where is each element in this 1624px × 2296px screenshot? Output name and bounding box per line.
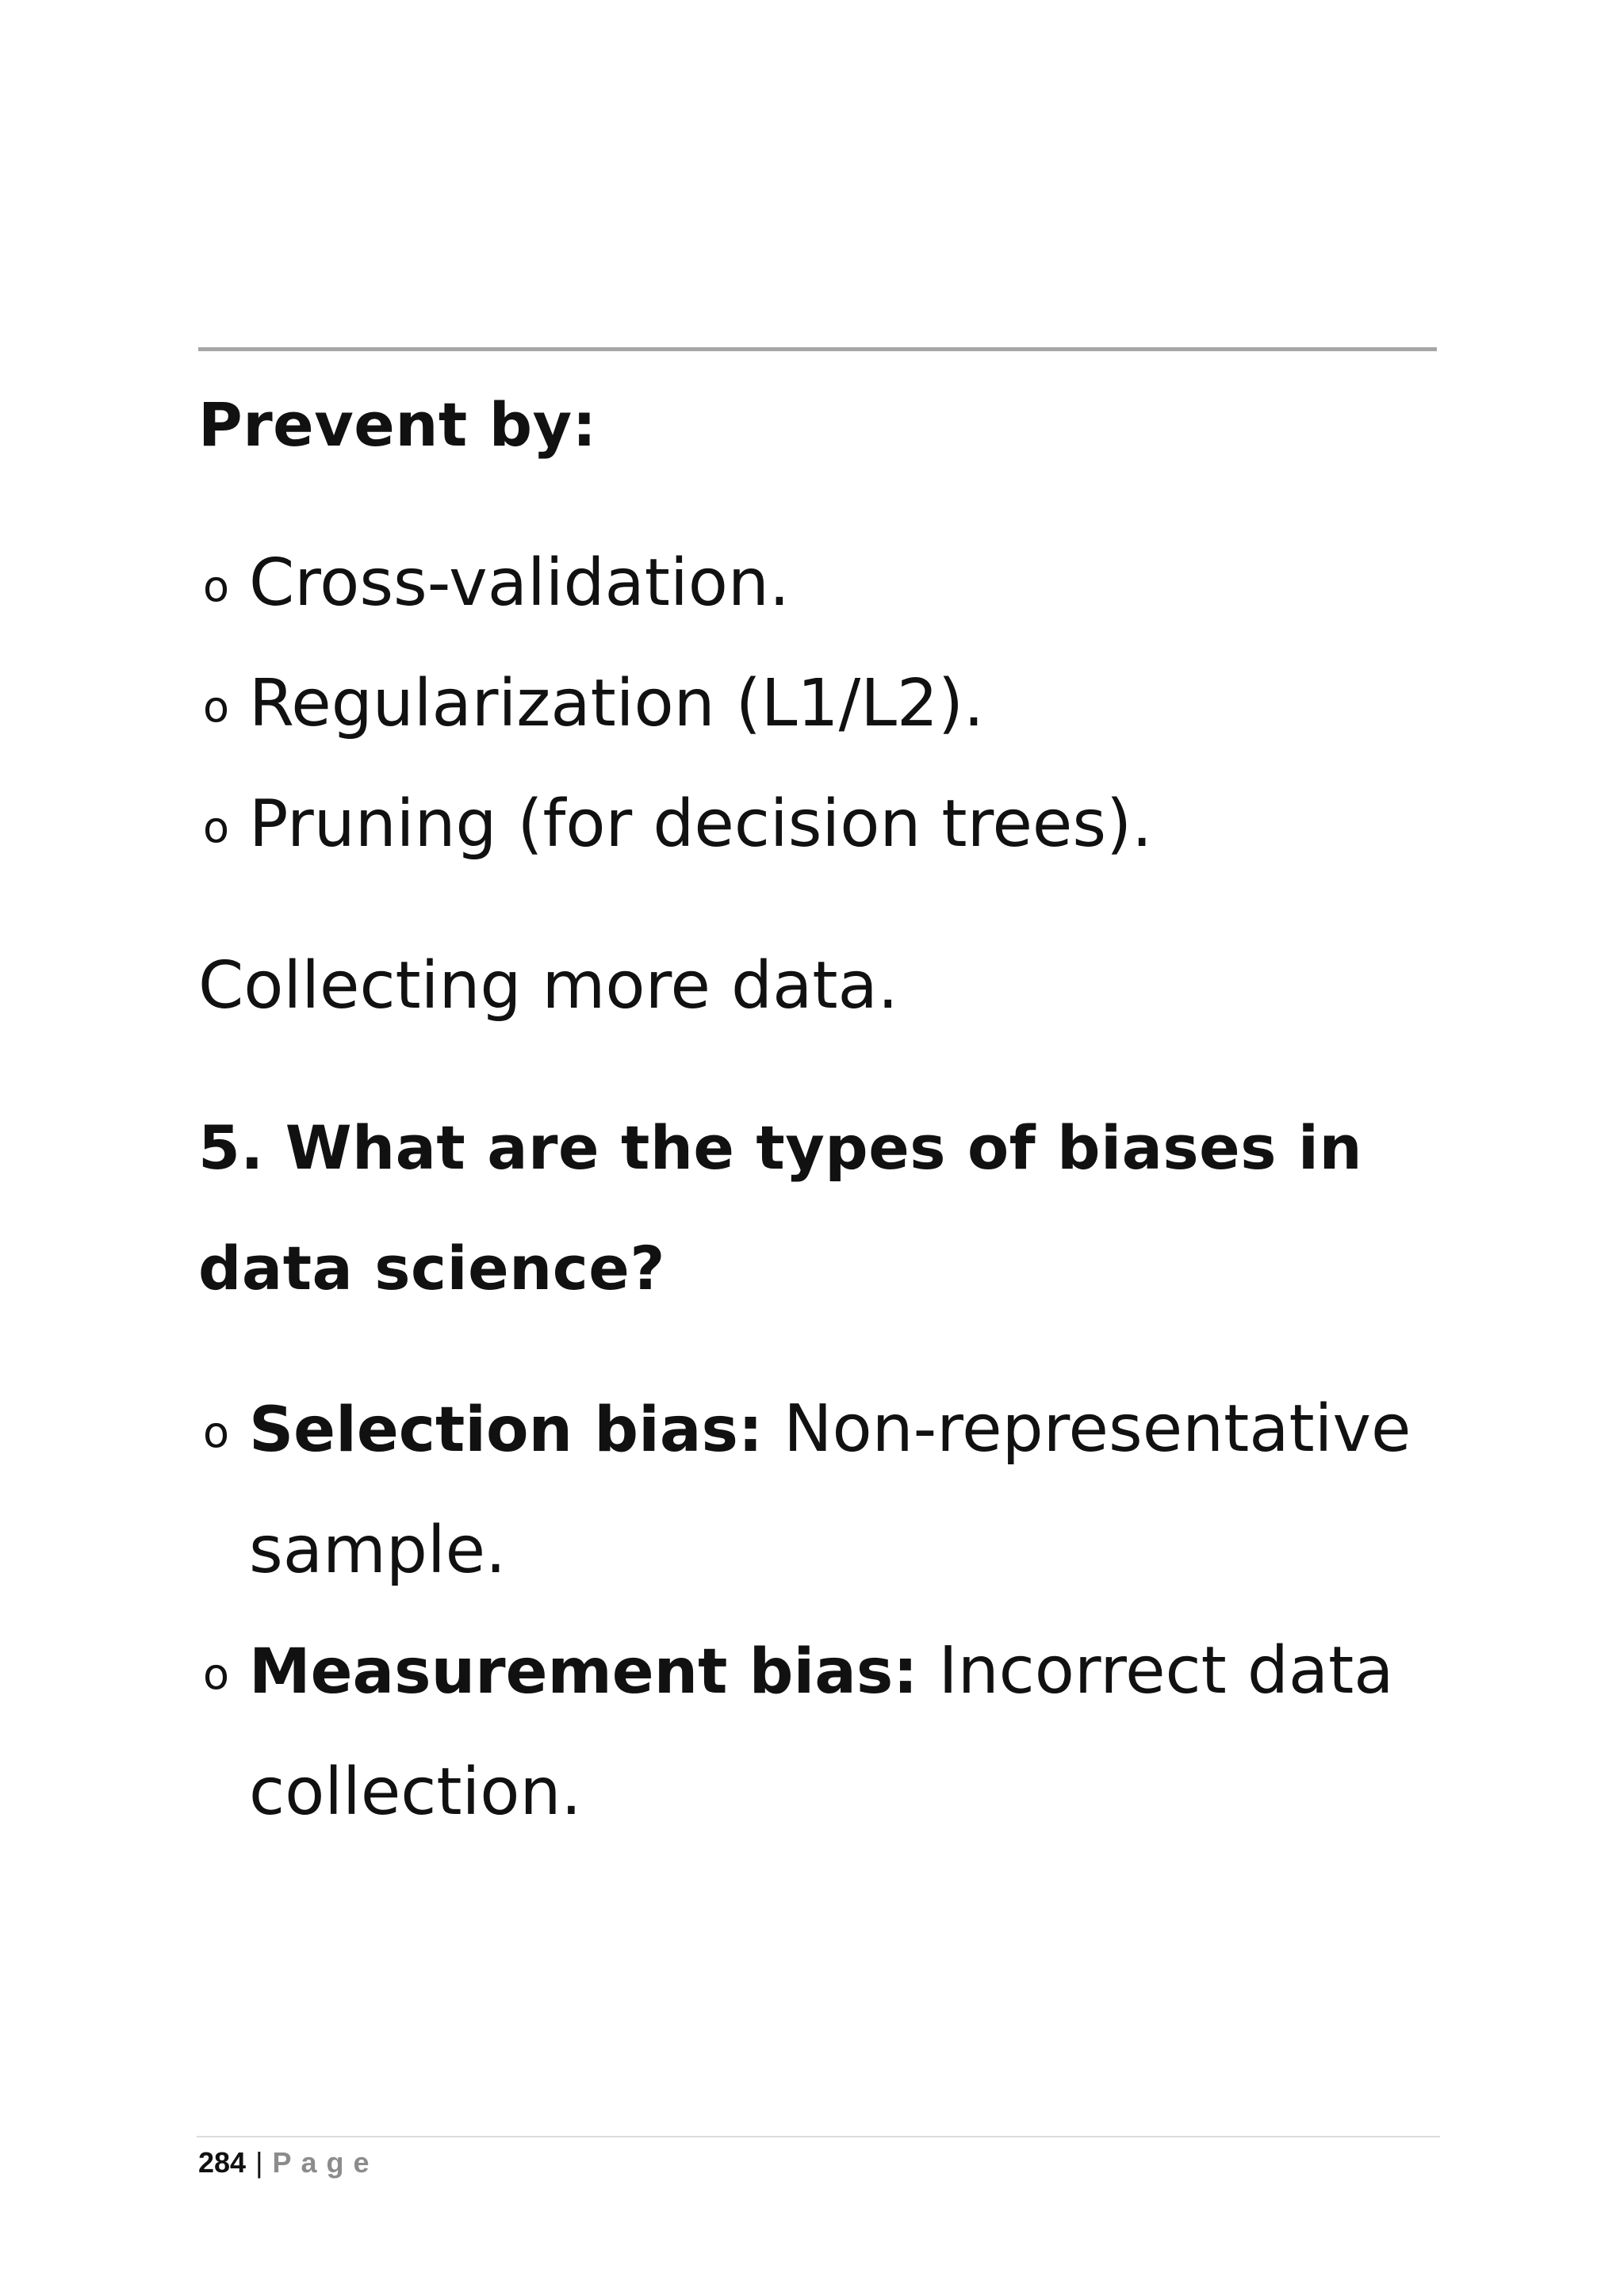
prevent-list bbox=[198, 523, 1437, 885]
list-item-text: Regularization (L1/L2). bbox=[249, 666, 985, 741]
question-heading: 5. What are the types of biases in data science? bbox=[198, 1112, 1363, 1303]
bullet-icon: o bbox=[203, 1649, 230, 1699]
list-item bbox=[198, 1611, 1437, 1853]
page-footer bbox=[198, 2145, 378, 2180]
list-item bbox=[198, 644, 1437, 764]
footer-separator: | bbox=[255, 2146, 263, 2179]
bias-description: Incorrect data collection. bbox=[249, 1633, 1394, 1830]
bias-description: Non-representative sample. bbox=[249, 1391, 1411, 1588]
bullet-icon: o bbox=[203, 561, 230, 611]
bullet-icon: o bbox=[203, 802, 230, 852]
list-item bbox=[198, 764, 1437, 885]
list-item bbox=[198, 1369, 1437, 1611]
bullet-icon: o bbox=[203, 682, 230, 732]
top-divider bbox=[198, 347, 1437, 351]
collecting-data-line: Collecting more data. bbox=[198, 948, 898, 1024]
prevent-heading: Prevent by: bbox=[198, 389, 597, 460]
bias-term: Measurement bias: bbox=[249, 1636, 918, 1708]
list-item-text: Cross-validation. bbox=[249, 545, 790, 621]
page-label: Page bbox=[272, 2146, 379, 2179]
bias-term: Selection bias: bbox=[249, 1395, 764, 1466]
footer-divider bbox=[197, 2136, 1440, 2137]
page-number: 284 bbox=[198, 2146, 247, 2179]
list-item-text: Pruning (for decision trees). bbox=[249, 786, 1153, 862]
bias-list bbox=[198, 1369, 1437, 1853]
list-item bbox=[198, 523, 1437, 644]
bullet-icon: o bbox=[203, 1407, 230, 1457]
